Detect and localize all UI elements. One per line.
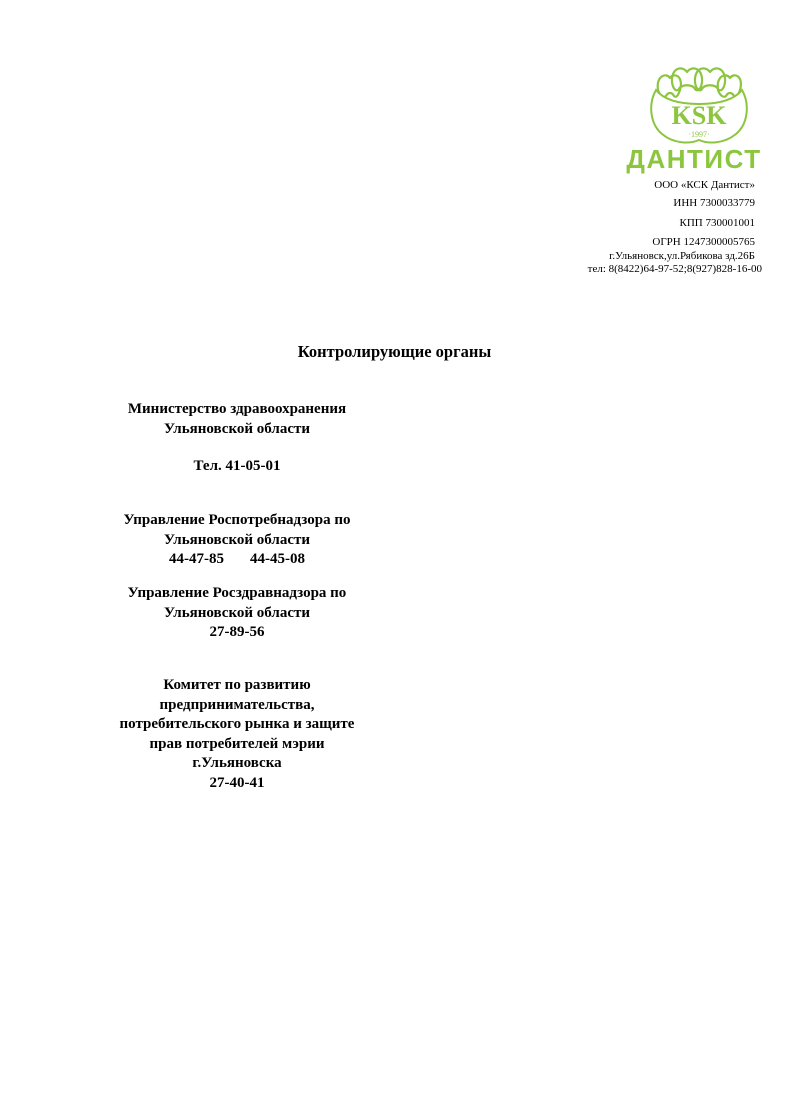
- agency-rospotrebnadzor: [87, 511, 387, 570]
- logo-year: ·1997·: [688, 130, 710, 139]
- agency-roszdravnadzor: [87, 584, 387, 643]
- agency-name-line: предпринимательства,: [159, 696, 315, 713]
- agency-name-line: Ульяновской области: [163, 420, 311, 437]
- agency-name-line: Министерство здравоохранения: [127, 401, 347, 417]
- agency-name-line: Управление Росздравнадзора по: [127, 585, 347, 601]
- agency-phone: 27-89-56: [209, 624, 265, 640]
- company-address: г.Ульяновск,ул.Рябикова зд.26Б: [609, 250, 755, 262]
- page-title: Контролирующие органы: [297, 342, 492, 361]
- agency-name-line: Ульяновской области: [163, 604, 311, 621]
- company-name: ООО «КСК Дантист»: [654, 179, 755, 191]
- agency-phone: 44-45-08: [250, 551, 305, 567]
- agency-phone: Тел. 41-05-01: [193, 458, 281, 474]
- company-inn: ИНН 7300033779: [673, 197, 755, 209]
- company-ogrn: ОГРН 1247300005765: [652, 236, 755, 248]
- agency-name-line: прав потребителей мэрии: [149, 735, 325, 752]
- agency-phone: 44-47-85: [169, 551, 224, 567]
- agency-ministry-health: [87, 400, 387, 477]
- company-phone: тел: 8(8422)64-97-52;8(927)828-16-00: [587, 263, 762, 275]
- agency-name-line: Ульяновской области: [163, 531, 311, 548]
- brand-name: ДАНТИСТ: [626, 144, 762, 174]
- agency-phones: [87, 550, 387, 570]
- agency-name-line: потребительского рынка и защите: [119, 716, 355, 732]
- agency-name-line: Комитет по развитию: [163, 677, 311, 693]
- agency-name-line: г.Ульяновска: [192, 755, 282, 771]
- company-kpp: КПП 730001001: [679, 217, 755, 229]
- agency-consumer-committee: [87, 676, 387, 793]
- logo-monogram: KSK: [671, 101, 727, 130]
- agency-phone: 27-40-41: [209, 774, 265, 791]
- agency-name-line: Управление Роспотребнадзора по: [123, 512, 351, 528]
